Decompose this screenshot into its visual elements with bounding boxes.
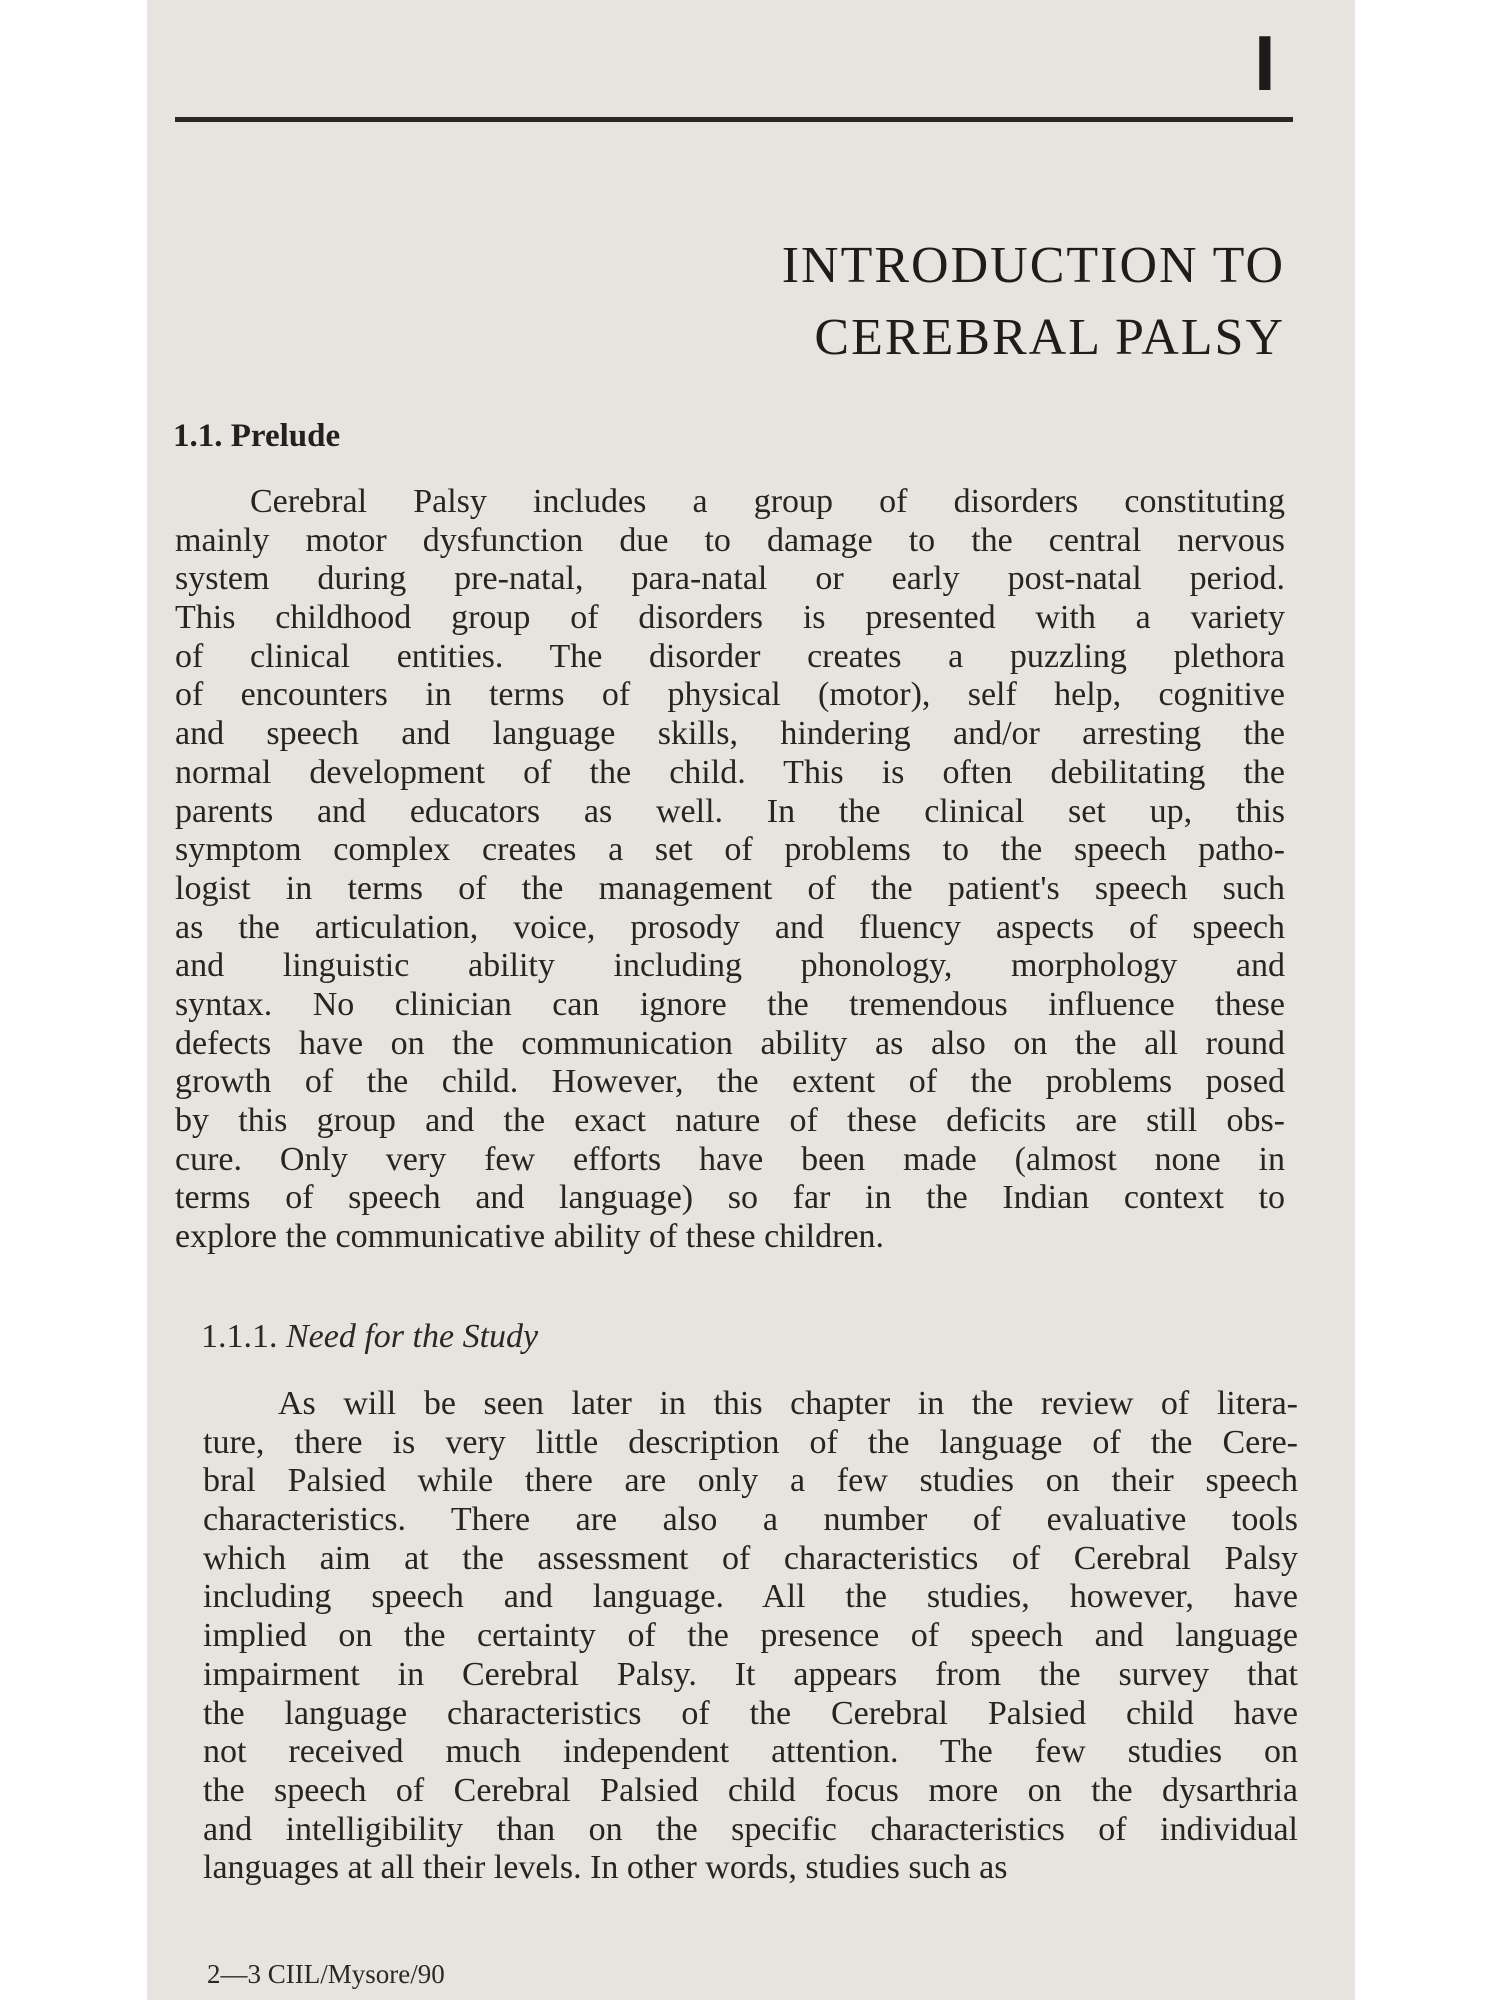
text-line: parents and educators as well. In the clinical set up, this <box>175 792 1285 830</box>
text-line: syntax. No clinician can ignore the tremendous influence these <box>175 985 1285 1023</box>
text-line: system during pre-natal, para-natal or early post-natal period. <box>175 560 1285 598</box>
text-line: Cerebral Palsy includes a group of disorders constituting <box>250 483 1285 520</box>
text-line: the language characteristics of the Cerebral Palsied child have <box>203 1694 1298 1732</box>
text-line: and intelligibility than on the specific characteristics of individual <box>203 1810 1298 1848</box>
section-number: 1.1. <box>173 418 223 454</box>
text-line: including speech and language. All the studies, however, have <box>203 1578 1298 1616</box>
page-footer: 2—3 CIIL/Mysore/90 <box>207 1959 445 1989</box>
text-line: which aim at the assessment of characteristics of Cerebral Palsy <box>203 1539 1298 1577</box>
book-page <box>147 0 1355 2000</box>
text-line: cure. Only very few efforts have been made (almost none in <box>175 1140 1285 1178</box>
text-line: the speech of Cerebral Palsied child focus more on the dysarthria <box>203 1771 1298 1809</box>
chapter-title <box>782 230 1285 374</box>
text-line: This childhood group of disorders is presented with a variety <box>175 599 1285 637</box>
need-for-study-paragraph <box>203 1385 1298 1888</box>
text-line: and speech and language skills, hindering and/or arresting the <box>175 715 1285 753</box>
chapter-title-line-2: CEREBRAL PALSY <box>814 309 1285 366</box>
text-line: of clinical entities. The disorder creates a puzzling plethora <box>175 637 1285 675</box>
section-heading <box>173 418 340 455</box>
subsection-number: 1.1.1. <box>201 1318 278 1355</box>
prelude-paragraph <box>175 483 1285 1257</box>
text-line: As will be seen later in this chapter in the review of litera- <box>278 1385 1298 1422</box>
text-line: defects have on the communication ability as also on the all round <box>175 1024 1285 1062</box>
subsection-title: Need for the Study <box>286 1318 539 1355</box>
chapter-title-line-1: INTRODUCTION TO <box>781 237 1285 294</box>
text-line: not received much independent attention. The few studies on <box>203 1733 1298 1771</box>
text-line: bral Palsied while there are only a few studies on their speech <box>203 1462 1298 1500</box>
text-line: characteristics. There are also a number of evaluative tools <box>203 1501 1298 1539</box>
section-title: Prelude <box>230 418 341 454</box>
text-line: terms of speech and language) so far in the Indian context to <box>175 1179 1285 1217</box>
text-line: by this group and the exact nature of these deficits are still obs- <box>175 1102 1285 1139</box>
text-line: as the articulation, voice, prosody and fluency aspects of speech <box>175 908 1285 946</box>
text-line: and linguistic ability including phonology, morphology and <box>175 947 1285 985</box>
text-line: normal development of the child. This is often debilitating the <box>175 753 1285 791</box>
text-line: ture, there is very little description of the language of the Cere- <box>203 1423 1298 1461</box>
chapter-number: I <box>1254 19 1276 107</box>
text-line: impairment in Cerebral Palsy. It appears from the survey that <box>203 1655 1298 1693</box>
header-rule <box>175 117 1293 122</box>
text-line: logist in terms of the management of the patient's speech such <box>175 869 1285 907</box>
text-line: languages at all their levels. In other words, studies such as <box>203 1849 1008 1887</box>
text-line: implied on the certainty of the presence of speech and language <box>203 1617 1298 1655</box>
text-line: of encounters in terms of physical (motor), self help, cognitive <box>175 676 1285 714</box>
text-line: symptom complex creates a set of problems to the speech patho- <box>175 831 1285 869</box>
text-line: mainly motor dysfunction due to damage to the central nervous <box>175 521 1285 559</box>
subsection-heading <box>201 1318 538 1356</box>
text-line: explore the communicative ability of these children. <box>175 1218 885 1256</box>
text-line: growth of the child. However, the extent of the problems posed <box>175 1063 1285 1101</box>
